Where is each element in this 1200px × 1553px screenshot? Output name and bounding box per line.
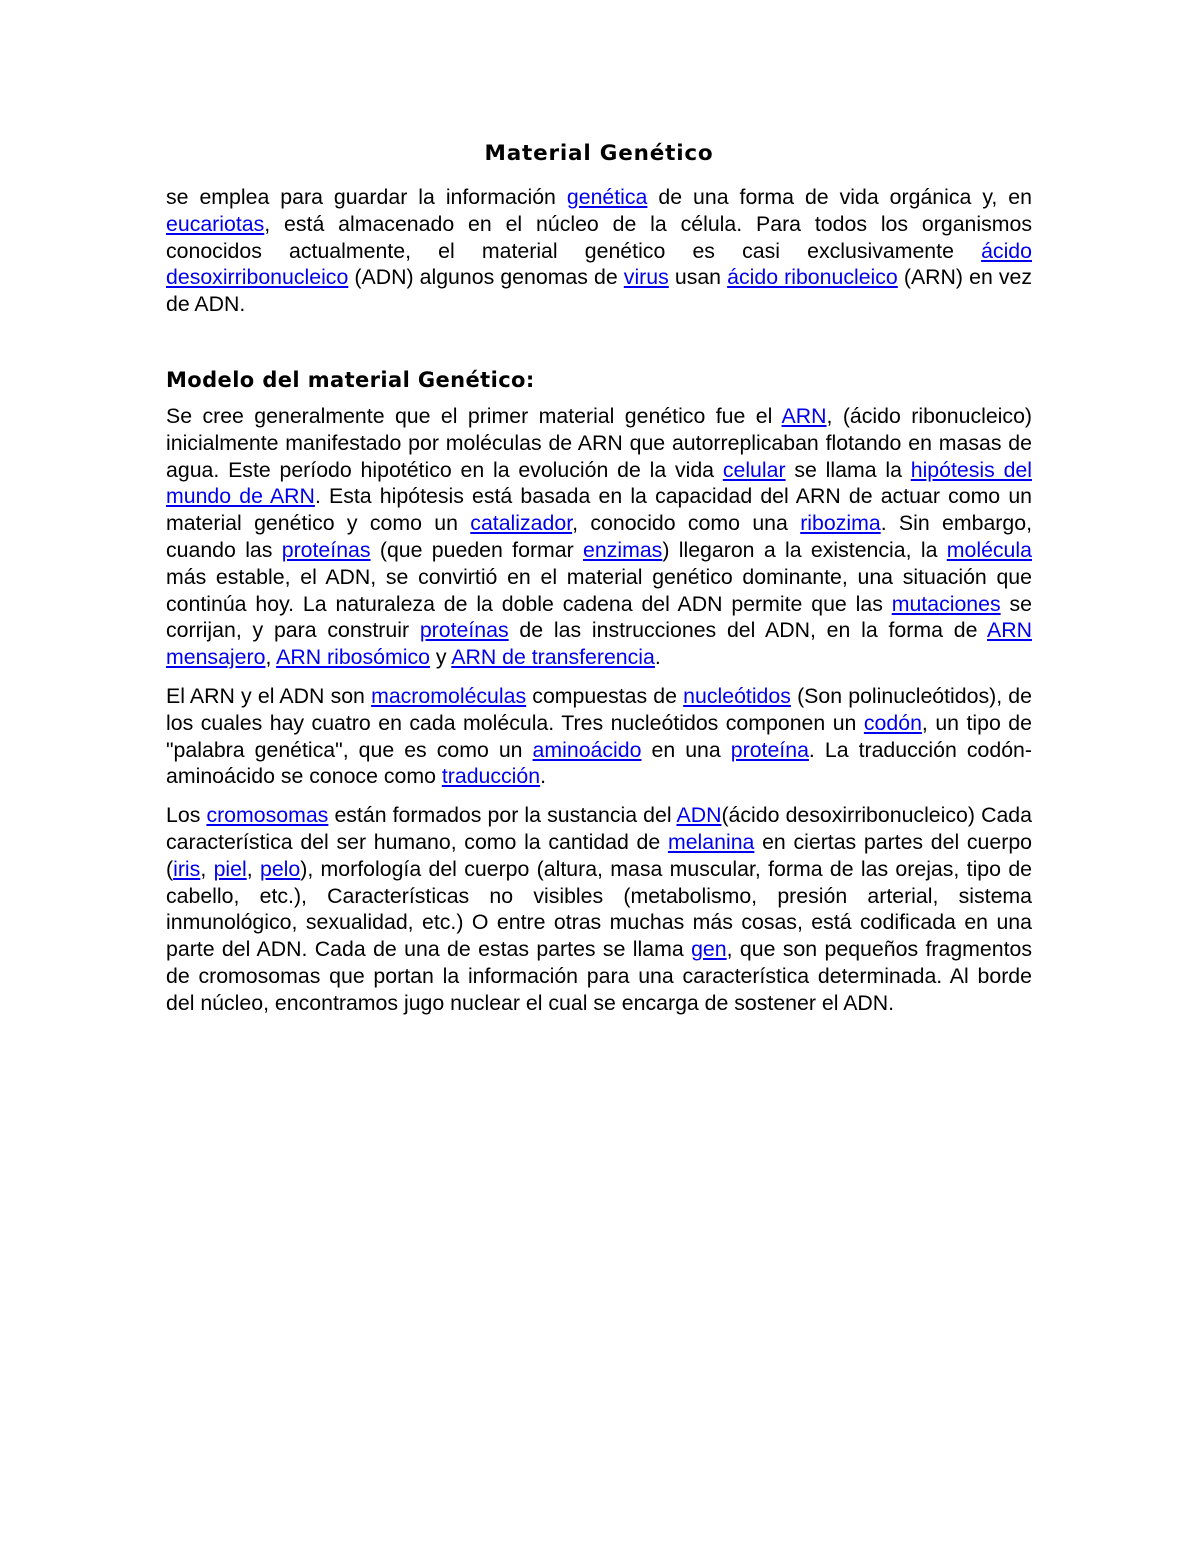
text-run: El ARN y el ADN son bbox=[166, 683, 372, 708]
hyperlink[interactable]: aminoácido bbox=[532, 737, 642, 762]
text-run: en una bbox=[641, 737, 731, 762]
text-run: . Esta hipótesis está basada en la capacidad del ARN de actuar como un material genético y como un bbox=[166, 484, 1033, 536]
hyperlink[interactable]: traducción bbox=[441, 764, 541, 789]
hyperlink[interactable]: cromosomas bbox=[206, 803, 329, 828]
hyperlink[interactable]: proteínas bbox=[281, 537, 371, 562]
text-run: . bbox=[654, 645, 661, 670]
text-run: , bbox=[200, 856, 214, 881]
hyperlink[interactable]: ADN bbox=[676, 803, 722, 828]
document-body bbox=[166, 140, 1032, 1029]
hyperlink[interactable]: virus bbox=[623, 265, 669, 290]
text-run: , que son pequeños fragmentos de cromosomas que portan la información para una característica determinada. Al borde del núcleo, encontramos jugo nuclear el cual se encarga de sostener el ADN. bbox=[166, 937, 1032, 1015]
hyperlink[interactable]: iris bbox=[173, 856, 201, 881]
text-run: se corrijan, y para construir bbox=[166, 591, 1032, 643]
text-run: (Son polinucleótidos), de los cuales hay cuatro en cada molécula. Tres nucleótidos componen un bbox=[166, 683, 1032, 735]
hyperlink[interactable]: pelo bbox=[259, 856, 301, 881]
text-run: (ADN) algunos genomas de bbox=[348, 265, 624, 290]
text-run: más estable, el ADN, se convirtió en el material genético dominante, una situación que continúa hoy. La naturaleza de la doble cadena del ADN permite que las bbox=[166, 564, 1032, 616]
text-run: (ARN) en vez de ADN. bbox=[166, 265, 1033, 317]
page-title: Material Genético bbox=[484, 141, 714, 166]
hyperlink[interactable]: ARN mensajero bbox=[166, 618, 1032, 670]
text-run: . La traducción codón-aminoácido se conoce como bbox=[166, 737, 1032, 789]
hyperlink[interactable]: ribozima bbox=[800, 511, 881, 536]
hyperlink[interactable]: ácido ribonucleico bbox=[727, 265, 898, 290]
hyperlink[interactable]: piel bbox=[213, 856, 247, 881]
hyperlink[interactable]: ARN bbox=[781, 403, 827, 428]
text-run: Se cree generalmente que el primer material genético fue el bbox=[166, 403, 782, 428]
body-paragraph bbox=[166, 802, 1032, 1016]
hyperlink[interactable]: genética bbox=[566, 185, 648, 209]
text-run: , bbox=[246, 856, 260, 881]
body-paragraph bbox=[166, 683, 1032, 790]
text-run: de las instrucciones del ADN, en la forma de bbox=[508, 618, 988, 643]
text-run: usan bbox=[668, 265, 728, 290]
text-run: de una forma de vida orgánica y, en bbox=[647, 185, 1032, 209]
body-paragraph bbox=[166, 403, 1032, 671]
text-run: se llama la bbox=[785, 457, 911, 482]
text-run: y bbox=[429, 645, 452, 670]
text-run: , conocido como una bbox=[572, 511, 801, 536]
hyperlink[interactable]: eucariotas bbox=[166, 211, 265, 236]
text-run: . Sin embargo, cuando las bbox=[166, 511, 1032, 562]
intro-paragraph bbox=[166, 184, 1032, 318]
hyperlink[interactable]: celular bbox=[722, 457, 786, 482]
hyperlink[interactable]: ácido desoxirribonucleico bbox=[166, 238, 1032, 290]
text-run: compuestas de bbox=[526, 683, 684, 708]
hyperlink[interactable]: catalizador bbox=[470, 511, 573, 536]
text-run: , bbox=[265, 645, 277, 670]
text-run: ) llegaron a la existencia, la bbox=[662, 537, 947, 562]
hyperlink[interactable]: ARN de transferencia bbox=[451, 645, 655, 670]
text-run: están formados por la sustancia del bbox=[328, 803, 677, 828]
text-run: , (ácido ribonucleico) inicialmente manifestado por moléculas de ARN que autorreplicaban flotando en masas de agua. Este período hipotético en la evolución de la vida bbox=[166, 403, 1032, 482]
hyperlink[interactable]: proteína bbox=[730, 737, 809, 762]
hyperlink[interactable]: nucleótidos bbox=[683, 683, 791, 708]
hyperlink[interactable]: hipótesis del mundo de ARN bbox=[166, 457, 1032, 509]
text-run: se emplea para guardar la información bbox=[166, 185, 567, 209]
text-run: (ácido desoxirribonucleico) Cada característica del ser humano, como la cantidad de bbox=[166, 803, 1032, 854]
text-run: (que pueden formar bbox=[370, 537, 584, 562]
hyperlink[interactable]: gen bbox=[691, 937, 727, 962]
hyperlink[interactable]: ARN ribosómico bbox=[276, 645, 430, 670]
hyperlink[interactable]: proteínas bbox=[419, 618, 509, 643]
hyperlink[interactable]: mutaciones bbox=[891, 591, 1001, 616]
text-run: ), morfología del cuerpo (altura, masa muscular, forma de las orejas, tipo de cabello, etc.), Características no visibles (metabolismo, presión arterial, sistema inmunológico, sexualidad, etc.) O entre otras muchas más cosas, está codificada en una parte del ADN. Cada de una de estas partes se llama bbox=[166, 856, 1033, 962]
hyperlink[interactable]: molécula bbox=[946, 537, 1032, 562]
section-heading: Modelo del material Genético: bbox=[166, 367, 535, 392]
text-run: . bbox=[540, 764, 547, 789]
hyperlink[interactable]: macromoléculas bbox=[371, 683, 527, 708]
hyperlink[interactable]: codón bbox=[863, 710, 922, 735]
text-run: , está almacenado en el núcleo de la célula. Para todos los organismos conocidos actualmente, el material genético es casi exclusivamente bbox=[166, 211, 1032, 263]
text-run: , un tipo de "palabra genética", que es como un bbox=[166, 710, 1032, 762]
hyperlink[interactable]: enzimas bbox=[583, 537, 663, 562]
text-run: en ciertas partes del cuerpo ( bbox=[166, 829, 1033, 881]
hyperlink[interactable]: melanina bbox=[667, 829, 755, 854]
text-run: Los bbox=[166, 803, 207, 828]
